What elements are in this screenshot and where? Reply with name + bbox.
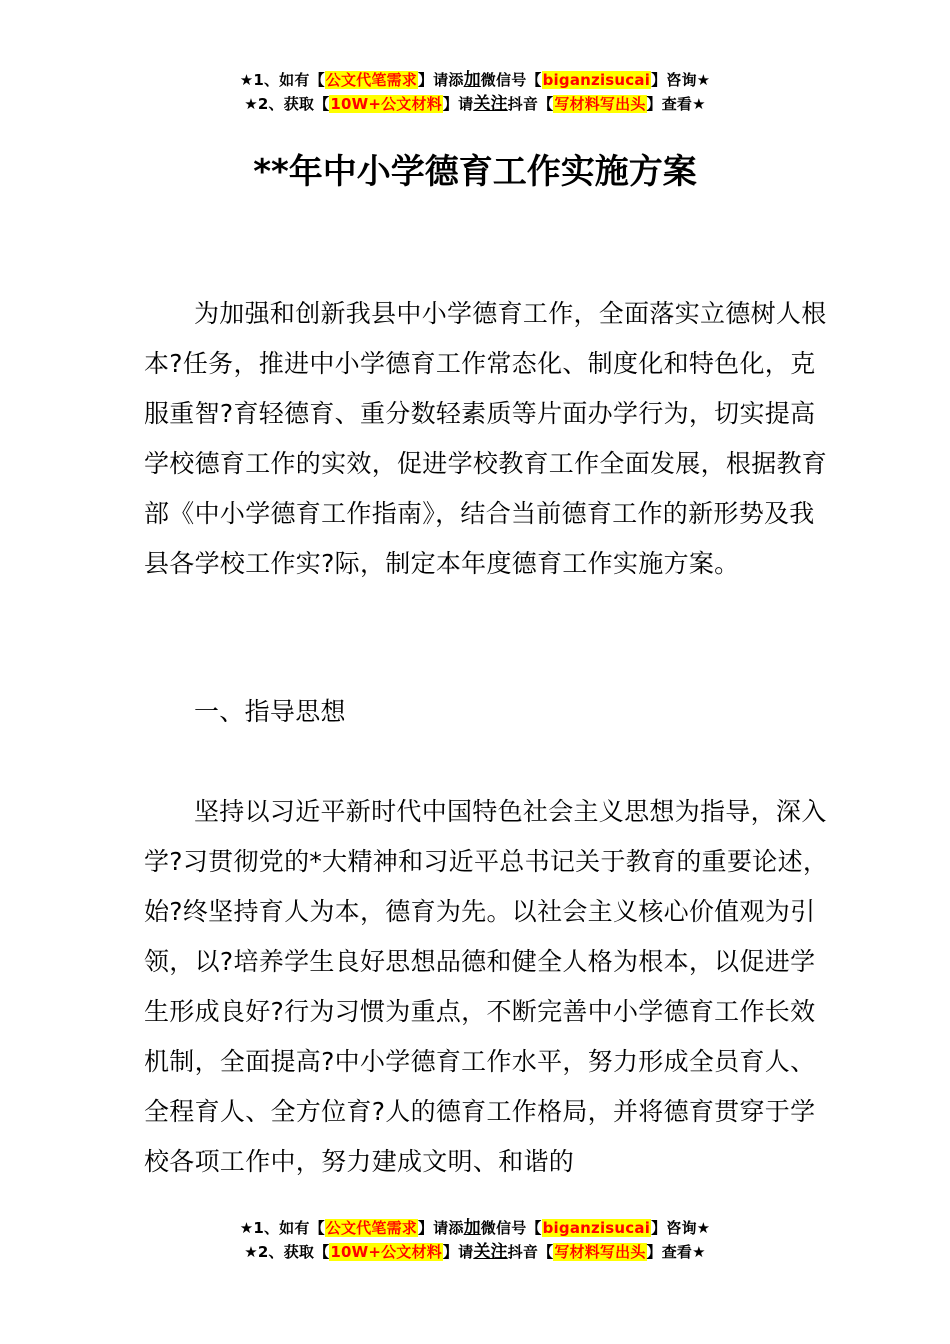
promo-highlight-materials: 10W+公文材料 <box>330 1243 442 1261</box>
promo-text: 】查看★ <box>646 95 706 113</box>
section-heading-guiding-thought: 一、指导思想 <box>194 697 346 726</box>
bottom-promo-banner <box>0 1216 950 1264</box>
promo-text: ★1、如有【 <box>239 71 325 89</box>
section-body-guiding-thought: 坚持以习近平新时代中国特色社会主义思想为指导，深入学?习贯彻党的*大精神和习近平总书记关于教育的重要论述，始?终坚持育人为本，德育为先。以社会主义核心价值观为引领，以?培养学生良好思想品德和健全人格为根本，以促进学生形成良好?行为习惯为重点，不断完善中小学德育工作长效机制，全面提高?中小学德育工作水平，努力形成全员育人、全程育人、全方位育?人的德育工作格局，并将德育贯穿于学校各项工作中，努力建成文明、和谐的 <box>144 797 829 1176</box>
promo-text: 】查看★ <box>646 1243 706 1261</box>
promo-text: 】请添 <box>417 71 464 89</box>
promo-line-2 <box>0 1240 950 1264</box>
promo-text: ★2、获取【 <box>244 1243 330 1261</box>
promo-text: 抖音【 <box>507 95 554 113</box>
promo-highlight-douyin-account: 写材料写出头 <box>554 1243 646 1261</box>
promo-highlight-wechat-id: biganzisucai <box>542 71 651 89</box>
document-title: **年中小学德育工作实施方案 <box>253 152 697 192</box>
promo-text: 】咨询★ <box>651 71 711 89</box>
promo-underlined-text: 关注 <box>473 1242 508 1262</box>
promo-text: 】请 <box>442 1243 474 1261</box>
promo-line-2 <box>0 92 950 116</box>
promo-text: 】咨询★ <box>651 1219 711 1237</box>
promo-underlined-text: 加 <box>463 1218 481 1238</box>
promo-highlight-service: 公文代笔需求 <box>325 71 417 89</box>
promo-line-1 <box>0 68 950 92</box>
promo-highlight-materials: 10W+公文材料 <box>330 95 442 113</box>
intro-paragraph: 为加强和创新我县中小学德育工作，全面落实立德树人根本?任务，推进中小学德育工作常态化、制度化和特色化，克服重智?育轻德育、重分数轻素质等片面办学行为，切实提高学校德育工作的实效，促进学校教育工作全面发展，根据教育部《中小学德育工作指南》，结合当前德育工作的新形势及我县各学校工作实?际，制定本年度德育工作实施方案。 <box>144 299 828 578</box>
promo-underlined-text: 加 <box>463 70 481 90</box>
promo-highlight-service: 公文代笔需求 <box>325 1219 417 1237</box>
promo-highlight-douyin-account: 写材料写出头 <box>554 95 646 113</box>
promo-text: ★2、获取【 <box>244 95 330 113</box>
promo-highlight-wechat-id: biganzisucai <box>542 1219 651 1237</box>
promo-text: 微信号【 <box>480 71 542 89</box>
promo-line-1 <box>0 1216 950 1240</box>
promo-text: 微信号【 <box>480 1219 542 1237</box>
promo-text: 抖音【 <box>507 1243 554 1261</box>
promo-text: ★1、如有【 <box>239 1219 325 1237</box>
promo-text: 】请添 <box>417 1219 464 1237</box>
promo-text: 】请 <box>442 95 474 113</box>
top-promo-banner <box>0 68 950 116</box>
promo-underlined-text: 关注 <box>473 94 508 114</box>
